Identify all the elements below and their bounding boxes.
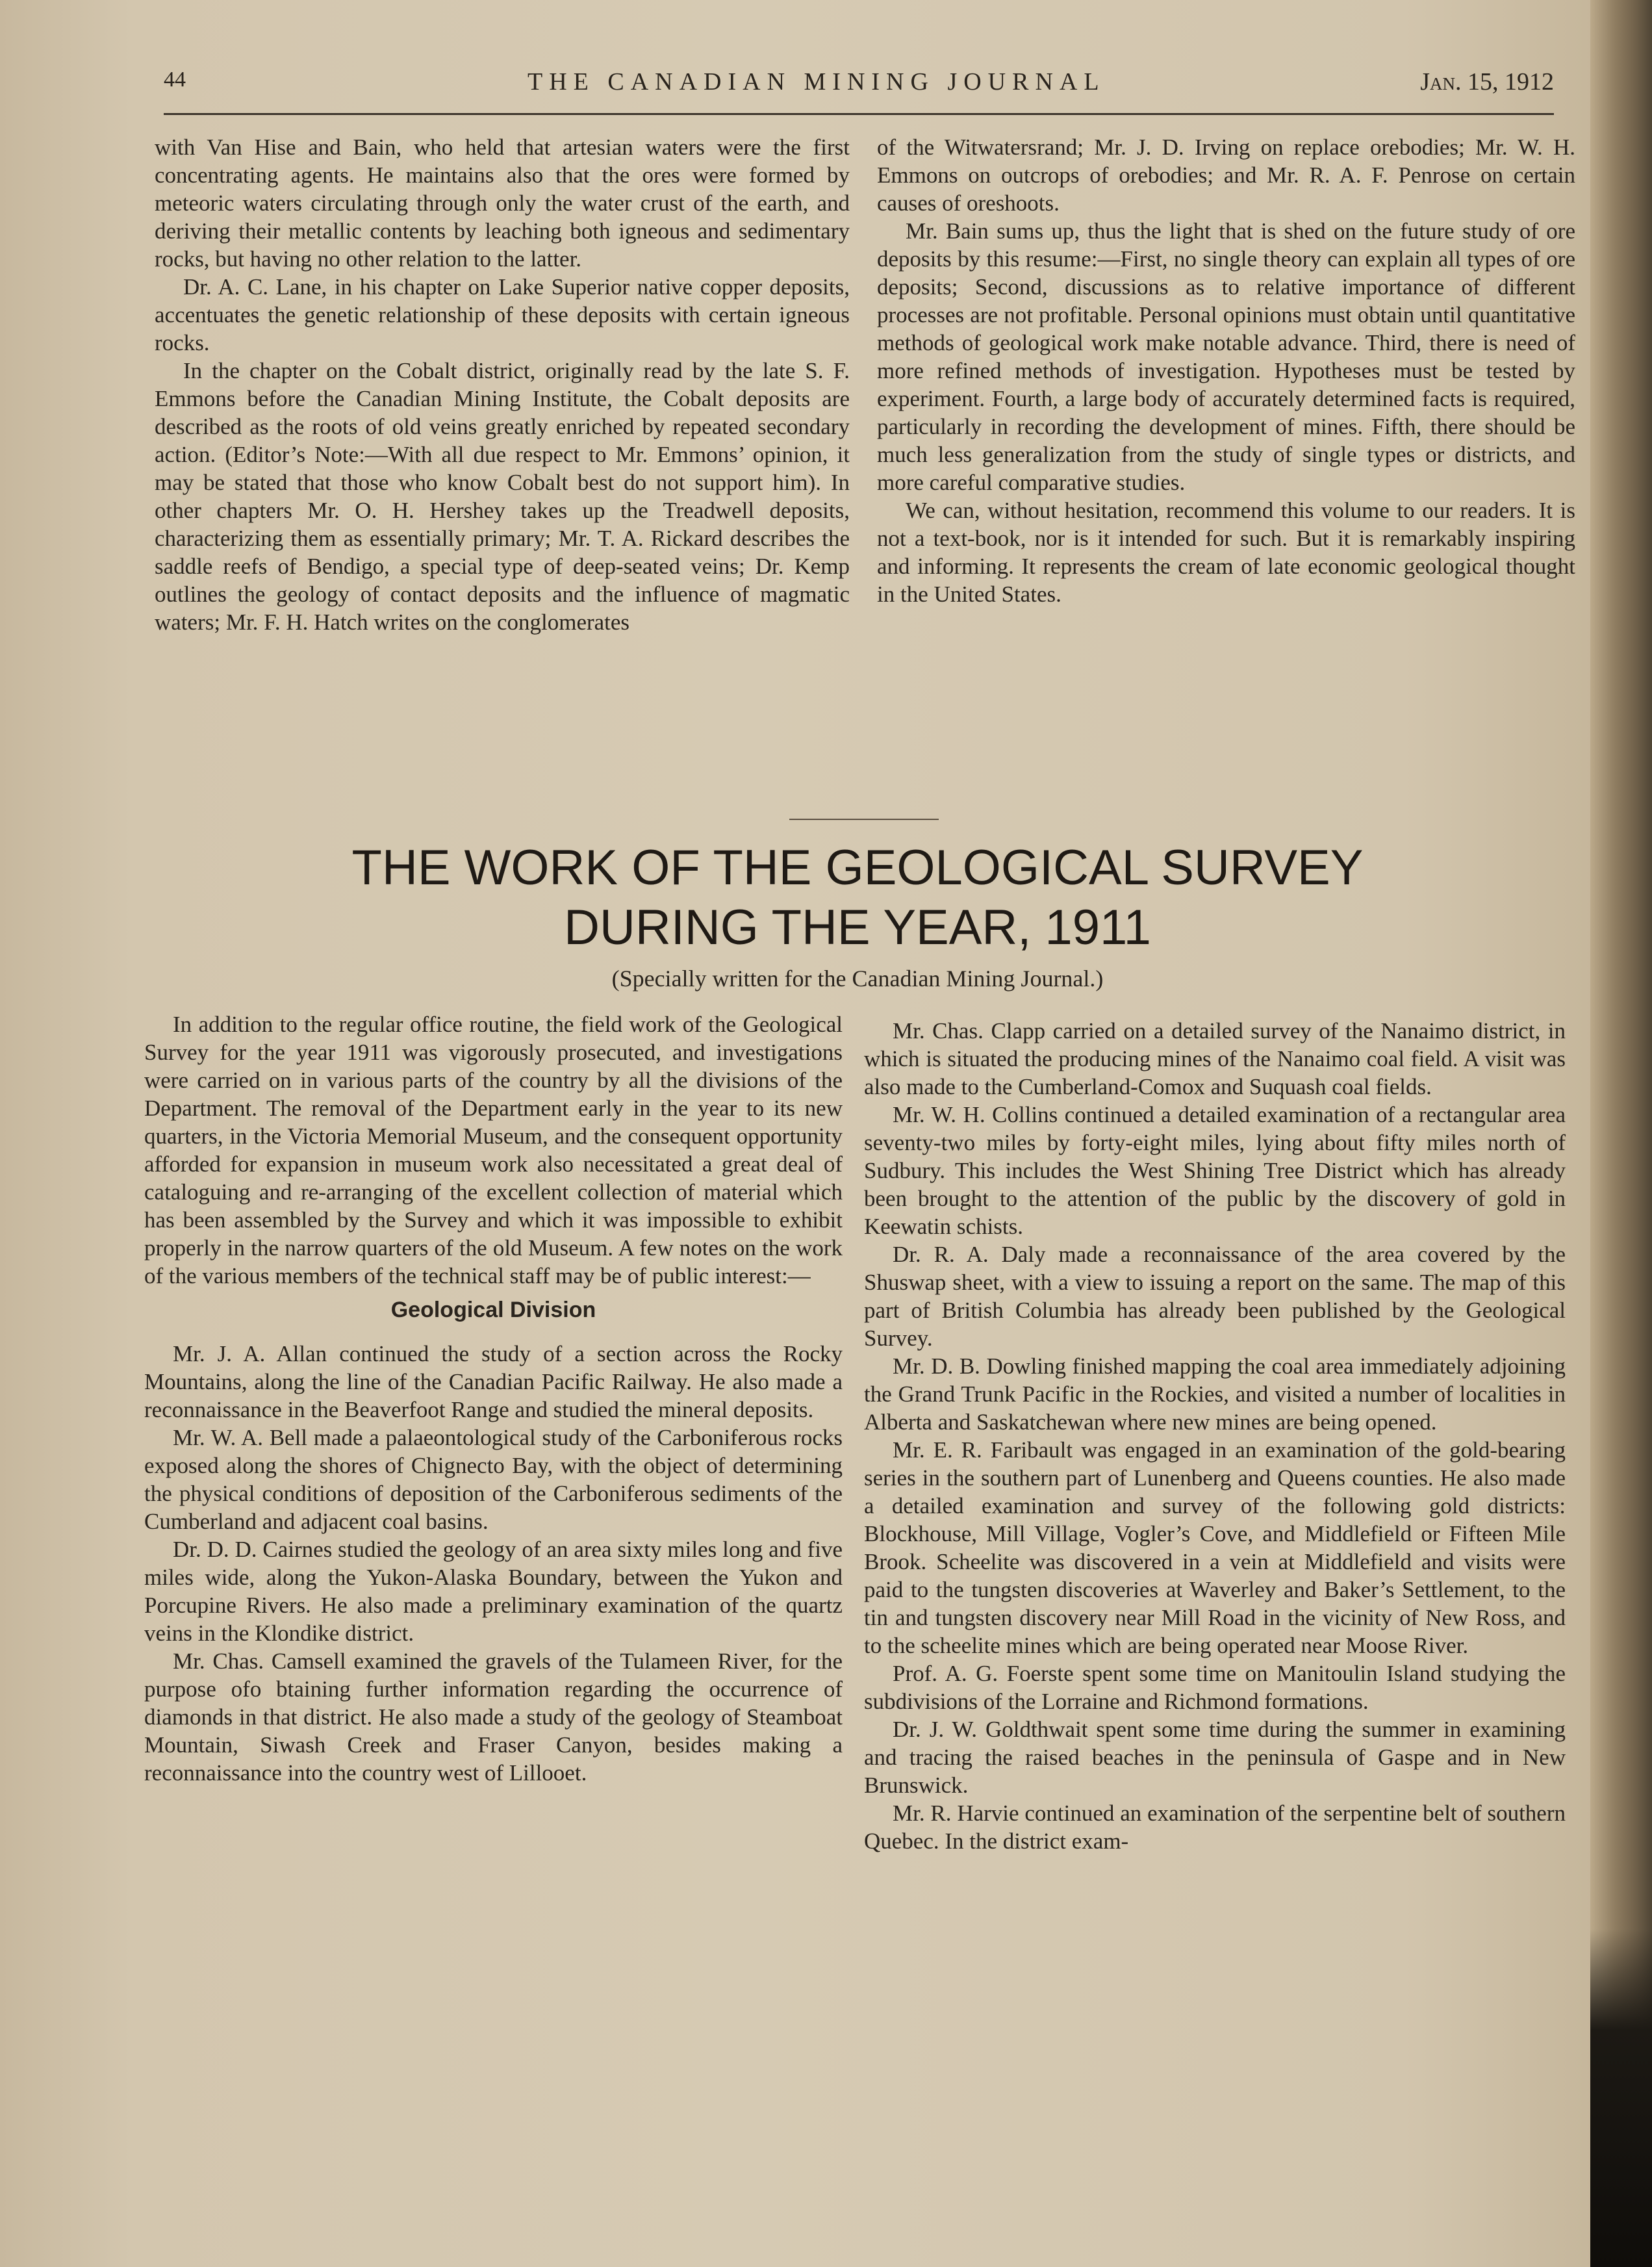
paragraph: Dr. J. W. Goldthwait spent some time during the summer in examining and tracing the raised beaches in the peninsula of Gaspe and in New Brunswick. xyxy=(864,1717,1566,1798)
top-right-column xyxy=(877,133,1575,608)
paragraph: with Van Hise and Bain, who held that artesian waters were the first concentrating agents. He maintains also that the ores were formed by meteoric waters circulating through only the water crust of the earth, and deriving their metallic contents by leaching both igneous and sedimentary rocks, but having no other relation to the latter. xyxy=(155,134,850,272)
top-left-column xyxy=(155,133,850,636)
article-subheadline: (Specially written for the Canadian Mining Journal.) xyxy=(611,966,1104,992)
journal-title: THE CANADIAN MINING JOURNAL xyxy=(527,68,1106,96)
page-header xyxy=(164,68,1554,115)
article-right-column xyxy=(864,1017,1566,1855)
paragraph: Mr. W. H. Collins continued a detailed examination of a rectangular area seventy-two miles by forty-eight miles, lying about fifty miles north of Sudbury. This includes the West Shining Tree District which has already been brought to the attention of the public by the discovery of gold in Keewatin schists. xyxy=(864,1102,1566,1239)
issue-date: Jan. 15, 1912 xyxy=(1420,68,1554,96)
paragraph: Mr. D. B. Dowling finished mapping the coal area immediately adjoining the Grand Trunk Pacific in the Rockies, and visited a number of localities in Alberta and Saskatchewan where new mines are being opened. xyxy=(864,1353,1566,1435)
paragraph: Prof. A. G. Foerste spent some time on Manitoulin Island studying the subdivisions of the Lorraine and Richmond formations. xyxy=(864,1661,1566,1714)
article-headline xyxy=(169,838,1546,958)
paragraph: Mr. J. A. Allan continued the study of a section across the Rocky Mountains, along the line of the Canadian Pacific Railway. He also made a reconnaissance in the Beaverfoot Range and studied the mineral deposits. xyxy=(144,1341,843,1422)
paragraph: Mr. R. Harvie continued an examination of the serpentine belt of southern Quebec. In the district exam- xyxy=(864,1800,1566,1854)
paragraph: Mr. W. A. Bell made a palaeontological study of the Carboniferous rocks exposed along the shores of Chignecto Bay, with the object of determining the physical conditions of deposition of the Carboniferous sediments of the Cumberland and adjacent coal basins. xyxy=(144,1425,843,1534)
paragraph: Mr. E. R. Faribault was engaged in an examination of the gold-bearing series in the southern part of Lunenberg and Queens counties. He also made a detailed examination and survey of the following gold districts: Blockhouse, Mill Village, Vogler’s Cove, and Middlefield or Fifteen Mile Brook. Scheelite was discovered in a vein at Middlefield and visits were paid to the tungsten discoveries at Waverley and Baker’s Settlement, to the tin and tungsten discovery near Mill Road in the vicinity of New Ross, and to the scheelite mines which are being operated near Moose River. xyxy=(864,1437,1566,1658)
paragraph: Mr. Chas. Clapp carried on a detailed survey of the Nanaimo district, in which is situated the producing mines of the Nanaimo coal field. A visit was also made to the Cumberland-Comox and Suquash coal fields. xyxy=(864,1018,1566,1099)
paragraph: We can, without hesitation, recommend this volume to our readers. It is not a text-book, nor is it intended for such. But it is remarkably inspiring and informing. It represents the cream of late economic geological thought in the United States. xyxy=(877,498,1575,607)
article-left-column xyxy=(144,1010,843,1787)
headline-line-1: THE WORK OF THE GEOLOGICAL SURVEY xyxy=(351,840,1364,895)
section-heading: Geological Division xyxy=(390,1298,596,1322)
paragraph: In the chapter on the Cobalt district, originally read by the late S. F. Emmons before the Canadian Mining Institute, the Cobalt deposits are described as the roots of old veins greatly enriched by repeated secondary action. (Editor’s Note:—With all due respect to Mr. Emmons’ opinion, it may be stated that those who know Cobalt best do not support him). In other chapters Mr. O. H. Hershey takes up the Treadwell deposits, characterizing them as essentially primary; Mr. T. A. Rickard describes the saddle reefs of Bendigo, a special type of deep-seated veins; Dr. Kemp outlines the geology of contact deposits and the influence of magmatic waters; Mr. F. H. Hatch writes on the conglomerates xyxy=(155,358,850,635)
page-edge-shadow xyxy=(1590,0,1652,2267)
paragraph: Dr. A. C. Lane, in his chapter on Lake Superior native copper deposits, accentuates the genetic relationship of these deposits with certain igneous rocks. xyxy=(155,274,850,355)
paragraph: Dr. D. D. Cairnes studied the geology of an area sixty miles long and five miles wide, along the Yukon-Alaska Boundary, between the Yukon and Porcupine Rivers. He also made a preliminary examination of the quartz veins in the Klondike district. xyxy=(144,1537,843,1646)
headline-line-2: DURING THE YEAR, 1911 xyxy=(564,900,1151,955)
paragraph: Mr. Bain sums up, thus the light that is shed on the future study of ore deposits by this resume:—First, no single theory can explain all types of ore deposits; Second, discussions as to relative importance of different processes are not profitable. Personal opinions must obtain until quantitative methods of geological work make notable advance. Third, there is need of more refined methods of investigation. Hypotheses must be tested by experiment. Fourth, a large body of accurately determined facts is required, particularly in recording the development of mines. Fifth, there should be much less generalization from the study of single types or districts, and more careful comparative studies. xyxy=(877,218,1575,495)
paragraph: Mr. Chas. Camsell examined the gravels of the Tulameen River, for the purpose ofo btaining further information regarding the occurrence of diamonds in that district. He also made a study of the geology of Steamboat Mountain, Siwash Creek and Fraser Canyon, besides making a reconnaissance into the country west of Lillooet. xyxy=(144,1648,843,1786)
paragraph: Dr. R. A. Daly made a reconnaissance of the area covered by the Shuswap sheet, with a view to issuing a report on the same. The map of this part of British Columbia has already been published by the Geological Survey. xyxy=(864,1242,1566,1351)
page-number: 44 xyxy=(164,68,186,92)
section-divider xyxy=(789,819,939,820)
paragraph: of the Witwatersrand; Mr. J. D. Irving on replace orebodies; Mr. W. H. Emmons on outcrops of orebodies; and Mr. R. A. F. Penrose on certain causes of oreshoots. xyxy=(877,134,1575,216)
page-edge-dark-corner xyxy=(1590,1929,1652,2267)
intro-paragraph: In addition to the regular office routine, the field work of the Geological Survey for the year 1911 was vigorously prosecuted, and investigations were carried on in various parts of the country by all the divisions of the Department. The removal of the Department early in the year to its new quarters, in the Victoria Memorial Museum, and the consequent opportunity afforded for expansion in museum work also necessitated a great deal of cataloguing and re-arranging of the excellent collection of material which has been assembled by the Survey and which it was impossible to exhibit properly in the narrow quarters of the old Museum. A few notes on the work of the various members of the technical staff may be of public interest:— xyxy=(144,1012,843,1288)
